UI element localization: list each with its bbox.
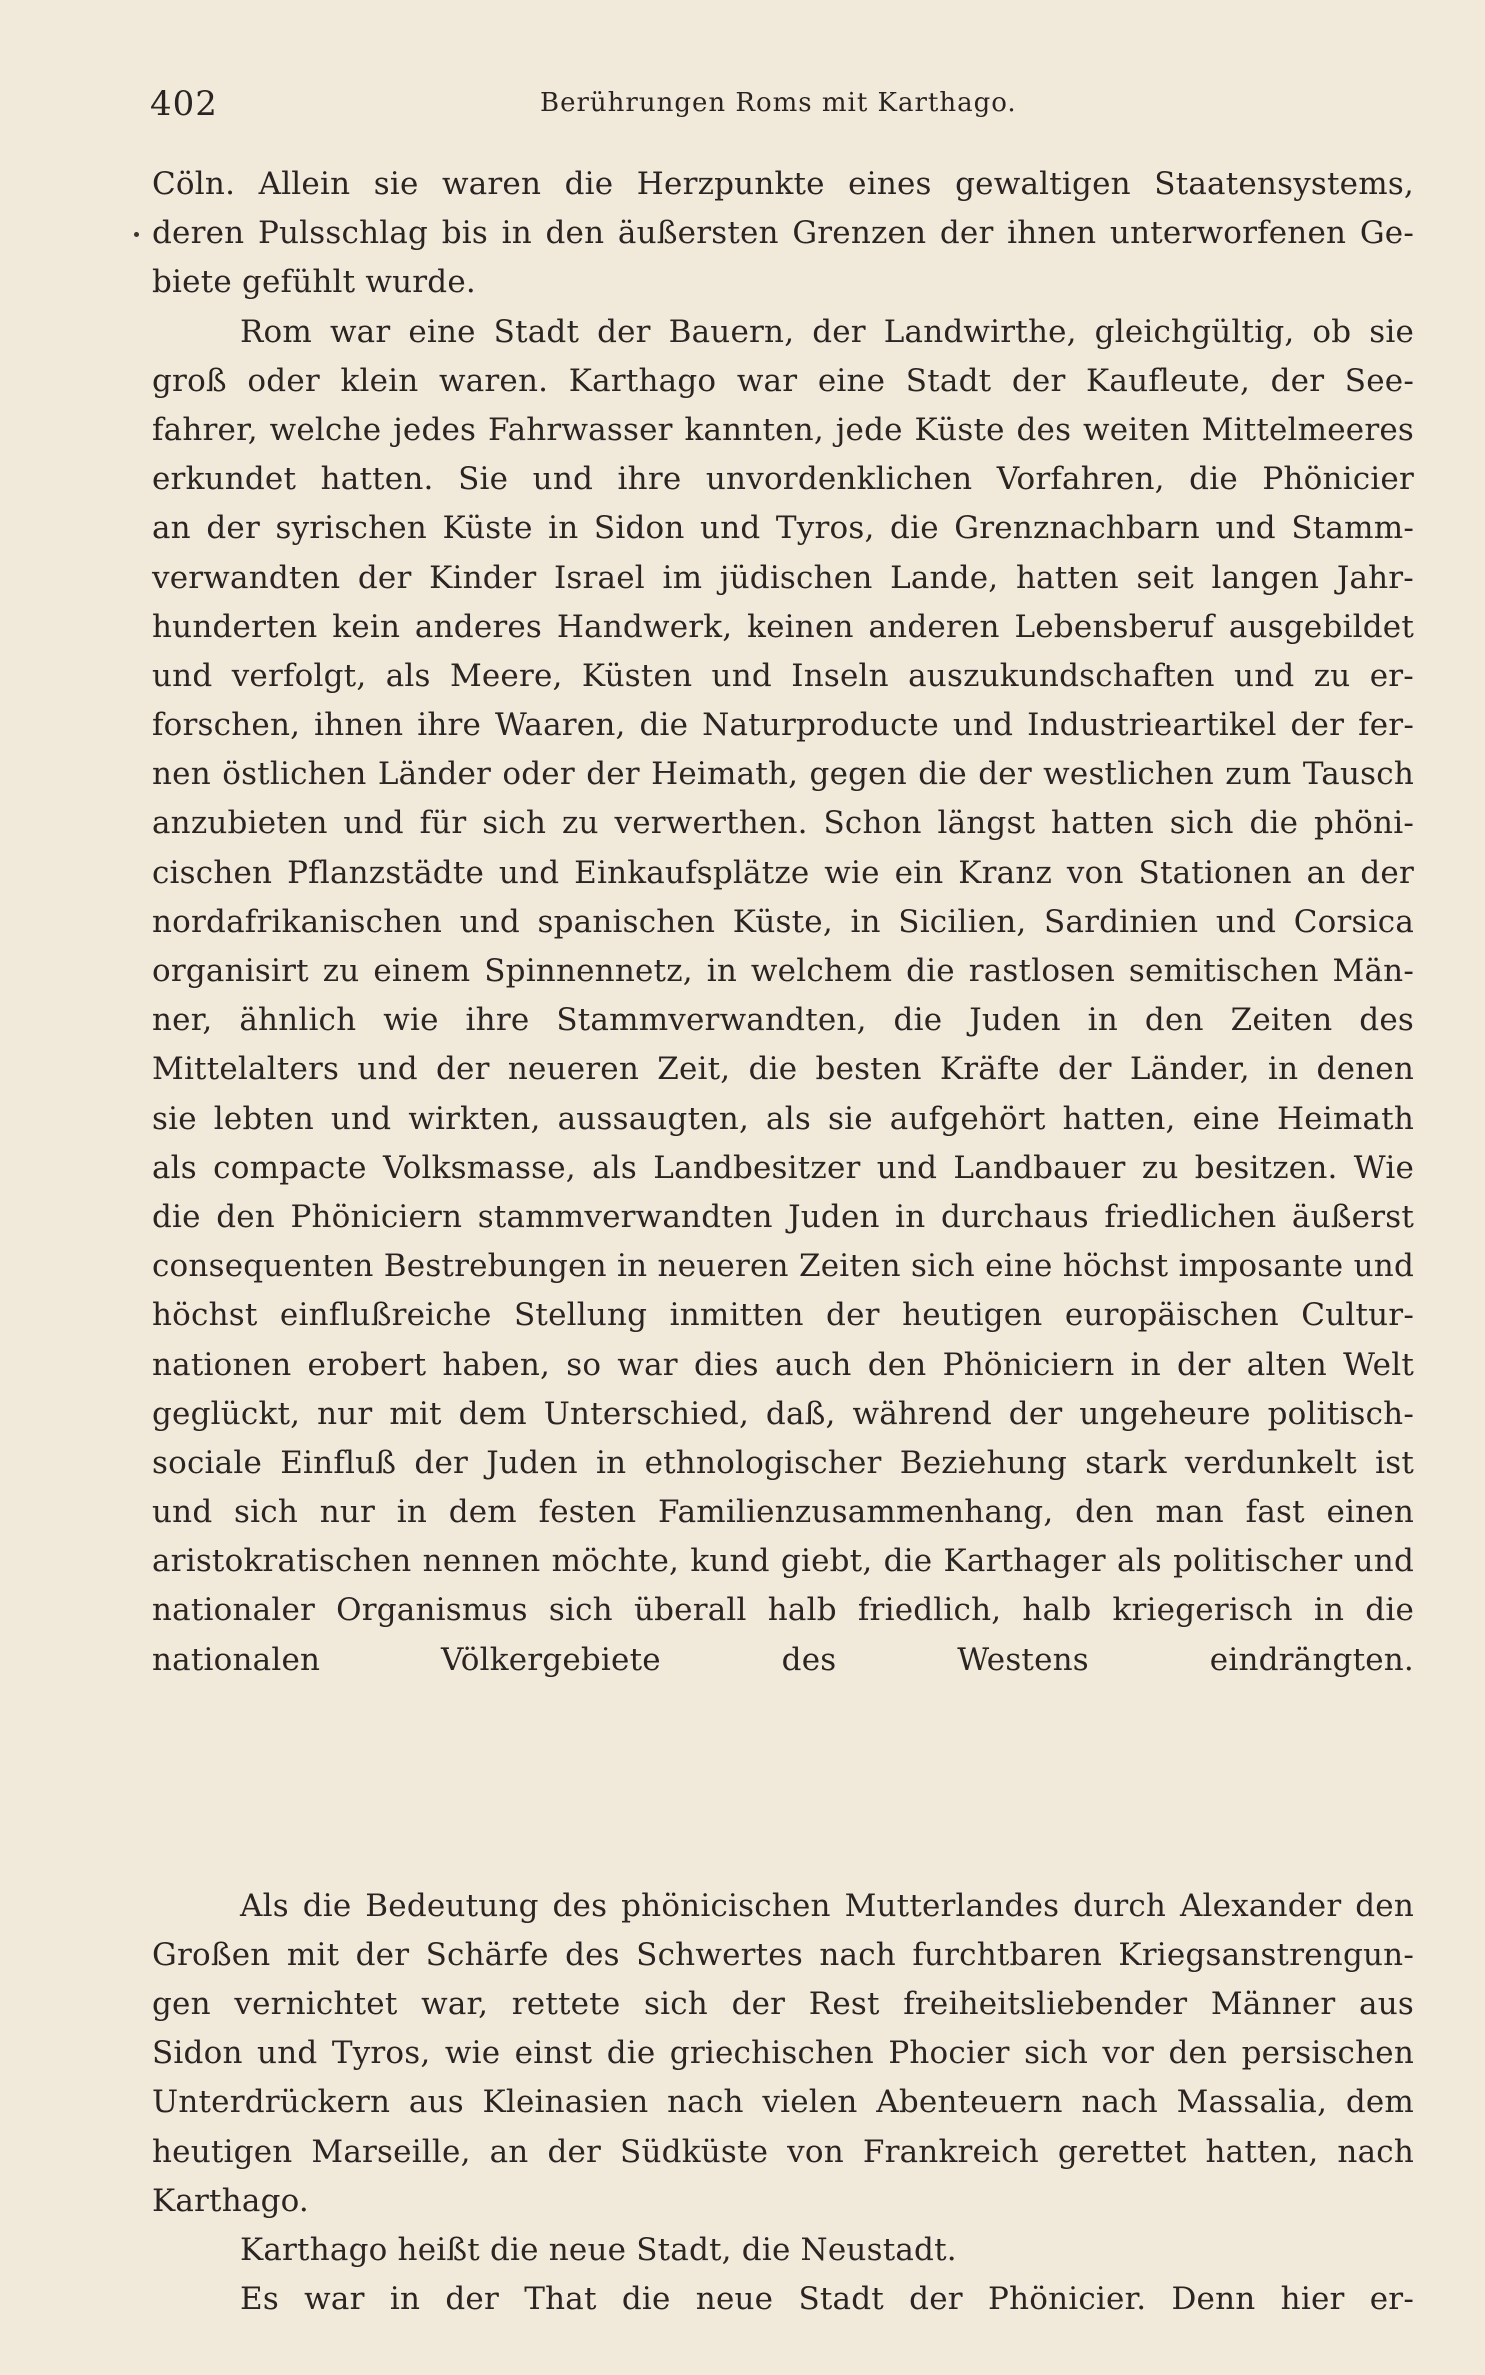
text-line: Sidon und Tyros, wie einst die griechischen Phocier sich vor den persischen <box>152 2035 1414 2072</box>
text-line: ner, ähnlich wie ihre Stammverwandten, die Juden in den Zeiten des <box>152 1002 1414 1039</box>
text-line: und sich nur in dem festen Familienzusammenhang, den man fast einen <box>152 1494 1414 1531</box>
text-line: hunderten kein anderes Handwerk, keinen anderen Lebensberuf ausgebildet <box>152 608 1414 645</box>
text-line: fahrer, welche jedes Fahrwasser kannten, jede Küste des weiten Mittelmeeres <box>152 411 1414 448</box>
text-line: die den Phöniciern stammverwandten Juden in durchaus friedlichen äußerst <box>152 1198 1414 1235</box>
text-line: als compacte Volksmasse, als Landbesitzer und Landbauer zu besitzen. Wie <box>152 1149 1414 1186</box>
body-text <box>152 160 1414 2324</box>
text-line: nationaler Organismus sich überall halb friedlich, halb kriegerisch in die <box>152 1592 1414 1629</box>
text-line: gen vernichtet war, rettete sich der Rest freiheitsliebender Männer aus <box>152 1985 1414 2022</box>
text-line: Großen mit der Schärfe des Schwertes nach furchtbaren Kriegsanstrengun- <box>152 1936 1414 1973</box>
text-line: Rom war eine Stadt der Bauern, der Landwirthe, gleichgültig, ob sie <box>240 313 1414 350</box>
text-line <box>152 1685 1414 1734</box>
text-line: organisirt zu einem Spinnennetz, in welchem die rastlosen semitischen Män- <box>152 953 1414 989</box>
text-line: sie lebten und wirkten, aussaugten, als sie aufgehört hatten, eine Heimath <box>152 1100 1414 1137</box>
text-line: nen östlichen Länder oder der Heimath, gegen die der westlichen zum Tausch <box>152 756 1414 793</box>
text-line: nationen erobert haben, so war dies auch den Phöniciern in der alten Welt <box>152 1346 1414 1383</box>
text-line <box>152 1832 1414 1881</box>
text-line: cischen Pflanzstädte und Einkaufsplätze wie ein Kranz von Stationen an der <box>152 854 1414 891</box>
text-line <box>152 1783 1414 1832</box>
text-line: geglückt, nur mit dem Unterschied, daß, während der ungeheure politisch- <box>152 1395 1414 1432</box>
text-line: Karthago heißt die neue Stadt, die Neustadt. <box>240 2231 957 2268</box>
text-line: nordafrikanischen und spanischen Küste, in Sicilien, Sardinien und Corsica <box>152 903 1414 940</box>
text-line: groß oder klein waren. Karthago war eine Stadt der Kaufleute, der See- <box>152 362 1414 399</box>
text-line: verwandten der Kinder Israel im jüdischen Lande, hatten seit langen Jahr- <box>152 559 1414 596</box>
text-line: forschen, ihnen ihre Waaren, die Naturproducte und Industrieartikel der fer- <box>152 707 1414 744</box>
text-line: nationalen Völkergebiete des Westens eindrängten. <box>152 1641 1414 1678</box>
running-head: Berührungen Roms mit Karthago. <box>540 88 1017 118</box>
text-line: Cöln. Allein sie waren die Herzpunkte eines gewaltigen Staatensystems, <box>152 166 1414 202</box>
text-line: erkundet hatten. Sie und ihre unvordenklichen Vorfahren, die Phönicier <box>152 461 1414 498</box>
text-line <box>152 1734 1414 1783</box>
text-line: Mittelalters und der neueren Zeit, die besten Kräfte der Länder, in denen <box>152 1051 1414 1088</box>
text-line: höchst einflußreiche Stellung inmitten der heutigen europäischen Cultur- <box>152 1297 1414 1334</box>
text-line: an der syrischen Küste in Sidon und Tyros, die Grenznachbarn und Stamm- <box>152 510 1414 547</box>
page-header <box>150 84 1415 134</box>
page-number: 402 <box>150 84 218 124</box>
text-line: Es war in der That die neue Stadt der Phönicier. Denn hier er- <box>240 2281 1414 2318</box>
text-line: und verfolgt, als Meere, Küsten und Inseln auszukundschaften und zu er- <box>152 657 1414 694</box>
text-line: deren Pulsschlag bis in den äußersten Grenzen der ihnen unterworfenen Ge- <box>152 215 1414 252</box>
text-line: consequenten Bestrebungen in neueren Zeiten sich eine höchst imposante und <box>152 1248 1414 1285</box>
text-line: aristokratischen nennen möchte, kund giebt, die Karthager als politischer und <box>152 1543 1414 1580</box>
text-line: Karthago. <box>152 2182 309 2219</box>
text-line: anzubieten und für sich zu verwerthen. Schon längst hatten sich die phöni- <box>152 805 1414 842</box>
text-line: biete gefühlt wurde. <box>152 264 476 301</box>
text-line: Unterdrückern aus Kleinasien nach vielen Abenteuern nach Massalia, dem <box>152 2084 1414 2121</box>
text-line: Als die Bedeutung des phönicischen Mutterlandes durch Alexander den <box>240 1887 1414 1924</box>
margin-mark <box>134 232 139 237</box>
text-line: heutigen Marseille, an der Südküste von Frankreich gerettet hatten, nach <box>152 2133 1414 2170</box>
text-line: sociale Einfluß der Juden in ethnologischer Beziehung stark verdunkelt ist <box>152 1444 1414 1481</box>
